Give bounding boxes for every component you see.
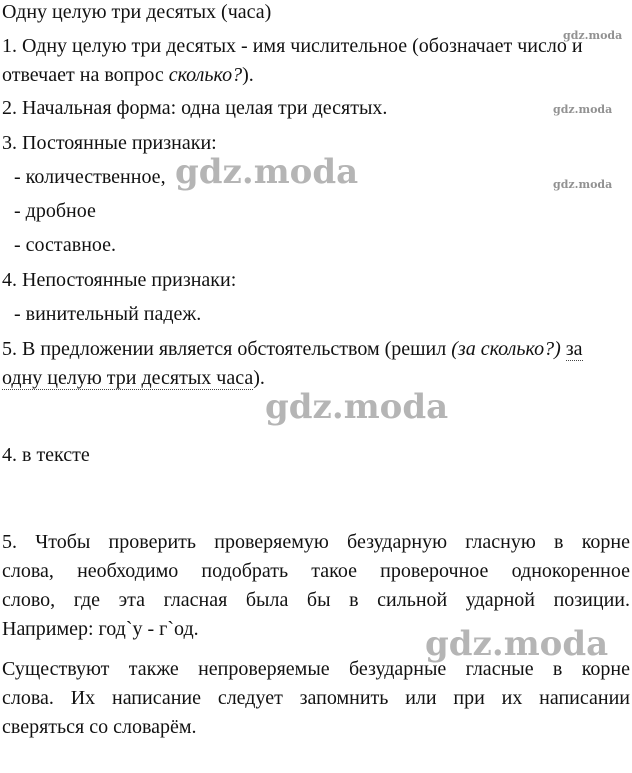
item-3-feature-3: - составное. bbox=[14, 234, 117, 256]
item-2: 2. Начальная форма: одна целая три десятых. bbox=[2, 97, 388, 119]
item-4-feature-1: - винительный падеж. bbox=[14, 303, 202, 325]
item-1-text: отвечает на вопрос bbox=[2, 64, 169, 86]
answer-5-line-7: сверяться со словарём. bbox=[2, 716, 197, 738]
item-3-feature-2: - дробное bbox=[14, 200, 96, 222]
answer-5-line-2: слова, необходимо подобрать такое проверочное однокоренное bbox=[2, 560, 630, 582]
item-5-underlined: за bbox=[565, 338, 583, 360]
item-5-line-a bbox=[2, 337, 583, 361]
item-5-text: 5. В предложении является обстоятельством (решил bbox=[2, 338, 452, 360]
watermark-small-3: gdz.moda bbox=[553, 178, 613, 191]
answer-5-line-4: Например: год`у - г`од. bbox=[2, 618, 199, 640]
item-4: 4. Непостоянные признаки: bbox=[2, 269, 237, 291]
watermark-small-1: gdz.moda bbox=[563, 29, 623, 42]
item-1-line-a: 1. Одну целую три десятых - имя числительное (обозначает число и bbox=[2, 35, 583, 57]
item-1-line-b bbox=[2, 63, 254, 87]
answer-5-line-1: 5. Чтобы проверить проверяемую безударную гласную в корне bbox=[2, 531, 630, 553]
item-1-italic: сколько? bbox=[168, 64, 243, 86]
answer-5-line-5: Существуют также непроверяемые безударные гласные в корне bbox=[2, 658, 630, 680]
item-5-end: ). bbox=[253, 367, 265, 389]
answer-4: 4. в тексте bbox=[2, 444, 90, 466]
watermark-large-1: gdz.moda bbox=[175, 152, 359, 192]
item-5-line-b bbox=[2, 366, 265, 390]
item-5-italic: (за сколько?) bbox=[451, 338, 561, 360]
item-3-feature-1: - количественное, bbox=[14, 166, 166, 188]
page-title: Одну целую три десятых (часа) bbox=[2, 1, 272, 23]
item-1-end: ). bbox=[242, 64, 254, 86]
watermark-large-3: gdz.moda bbox=[425, 624, 609, 664]
watermark-large-2: gdz.moda bbox=[265, 387, 449, 427]
answer-5-line-3: слово, где эта гласная была бы в сильной ударной позиции. bbox=[2, 589, 630, 611]
answer-5-line-6: слова. Их написание следует запомнить или при их написании bbox=[2, 687, 630, 709]
item-5-underlined-phrase: одну целую три десятых часа bbox=[2, 367, 254, 389]
watermark-small-2: gdz.moda bbox=[553, 103, 613, 116]
item-3: 3. Постоянные признаки: bbox=[2, 132, 217, 154]
